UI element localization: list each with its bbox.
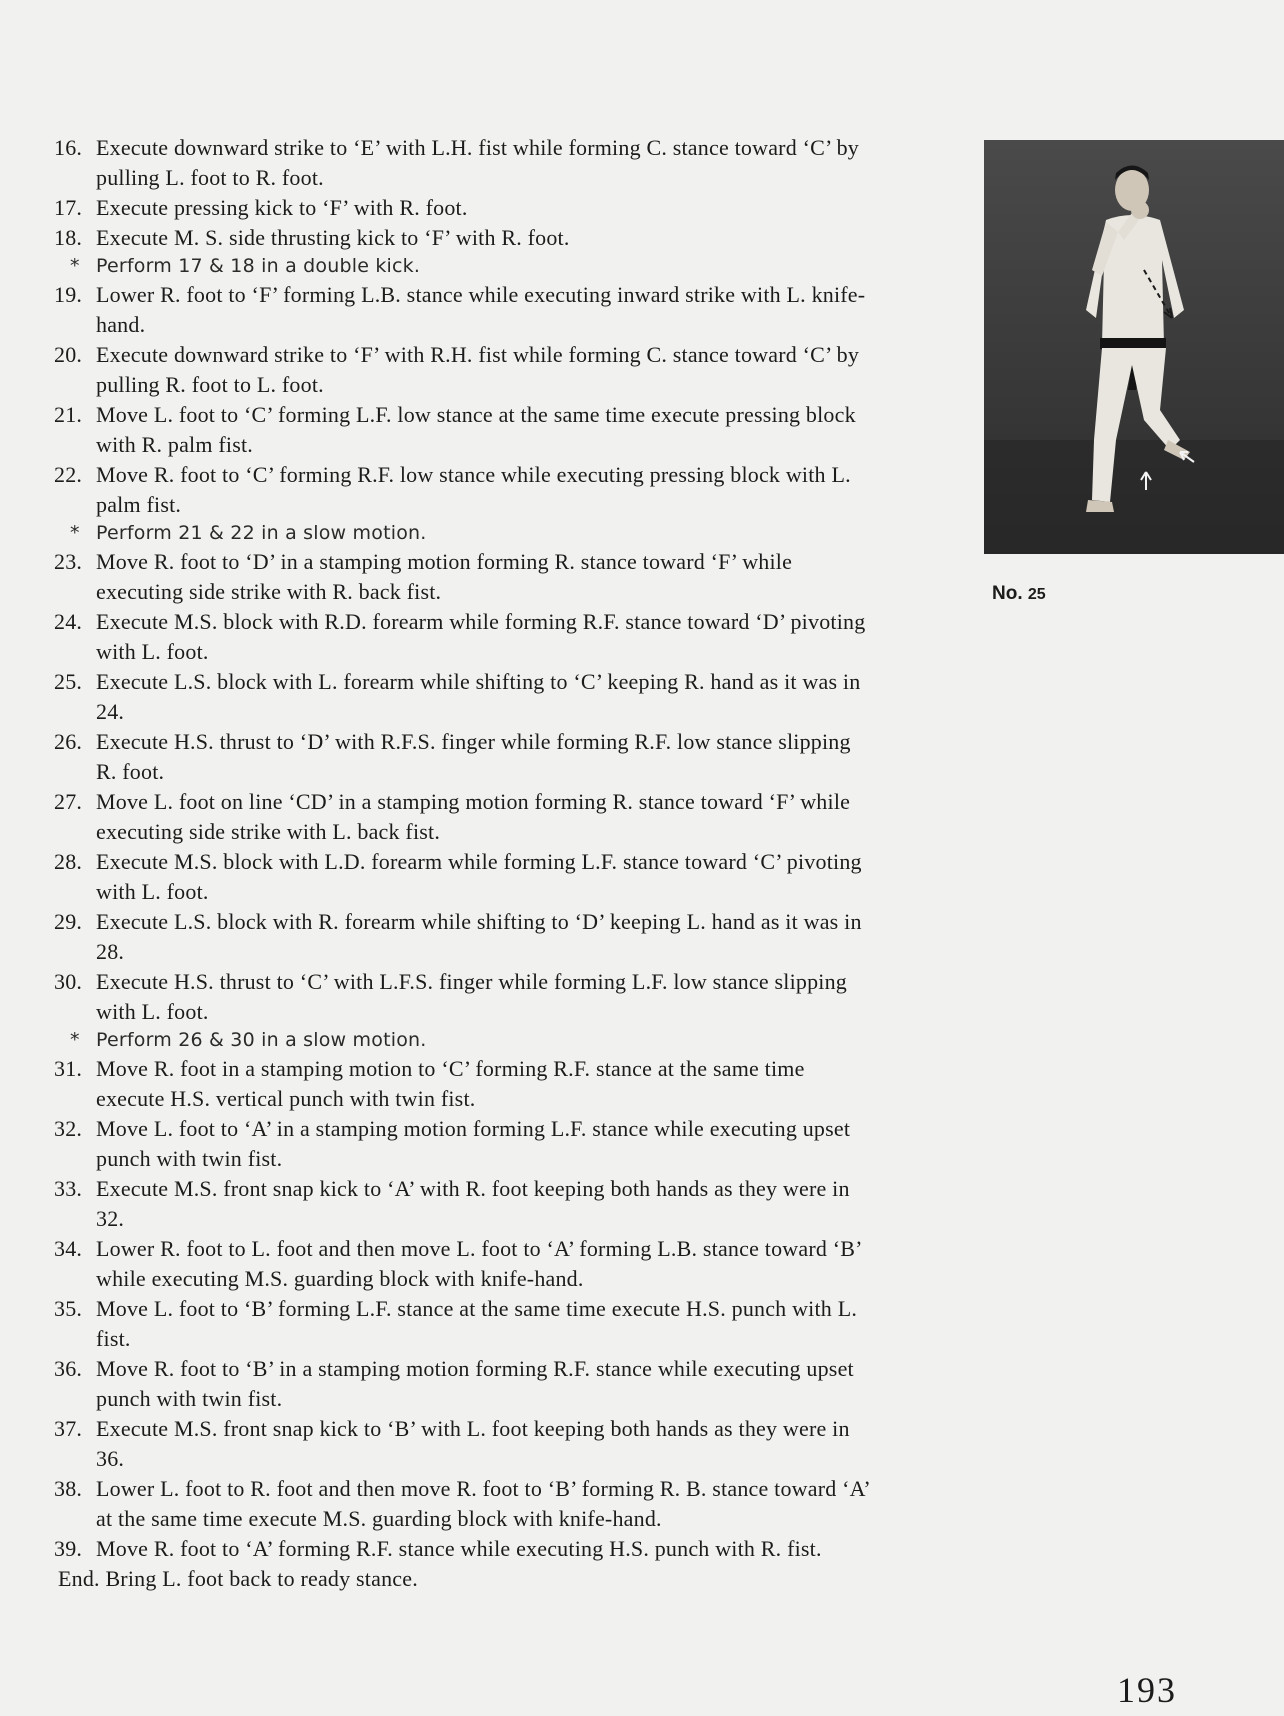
- step-text: Move R. foot to ‘D’ in a stamping motion forming R. stance toward ‘F’ while executing side strike with R. back fist.: [96, 549, 793, 604]
- step-text: Move R. foot to ‘B’ in a stamping motion forming R.F. stance while executing upset punch with twin fist.: [96, 1356, 854, 1411]
- step-item: [54, 1174, 874, 1234]
- asterisk-icon: *: [70, 1029, 80, 1051]
- step-number: 39.: [54, 1536, 83, 1561]
- step-number: 34.: [54, 1236, 83, 1261]
- step-number: 38.: [54, 1476, 83, 1501]
- step-text: Execute M.S. block with L.D. forearm while forming L.F. stance toward ‘C’ pivoting with L. foot.: [96, 849, 862, 904]
- step-item: [54, 967, 874, 1027]
- page-number: 193: [1117, 1670, 1177, 1710]
- step-number: 16.: [54, 135, 83, 160]
- step-text: Lower L. foot to R. foot and then move R. foot to ‘B’ forming R. B. stance toward ‘A’ at the same time execute M.S. guarding block with knife-hand.: [96, 1476, 870, 1531]
- step-item: [54, 223, 874, 253]
- step-text: Execute L.S. block with R. forearm while shifting to ‘D’ keeping L. hand as it was in 28.: [96, 909, 862, 964]
- step-item: [54, 667, 874, 727]
- step-item: [54, 1474, 874, 1534]
- step-number: 31.: [54, 1056, 83, 1081]
- step-text: Move R. foot to ‘A’ forming R.F. stance while executing H.S. punch with R. fist.: [96, 1536, 822, 1561]
- figure-caption-number: 25: [1027, 586, 1046, 603]
- step-text: Execute pressing kick to ‘F’ with R. foot.: [96, 195, 468, 220]
- instruction-list: [54, 133, 874, 1594]
- step-item: [54, 1234, 874, 1294]
- step-text: Execute H.S. thrust to ‘D’ with R.F.S. finger while forming R.F. low stance slipping R. foot.: [96, 729, 851, 784]
- step-number: 26.: [54, 729, 83, 754]
- step-item: [54, 1354, 874, 1414]
- step-item: [54, 607, 874, 667]
- step-text: Execute L.S. block with L. forearm while shifting to ‘C’ keeping R. hand as it was in 24.: [96, 669, 861, 724]
- step-item: [54, 907, 874, 967]
- step-number: 19.: [54, 282, 83, 307]
- step-text: Execute downward strike to ‘E’ with L.H. fist while forming C. stance toward ‘C’ by pulling L. foot to R. foot.: [96, 135, 859, 190]
- step-text: Move L. foot to ‘B’ forming L.F. stance at the same time execute H.S. punch with L. fist.: [96, 1296, 858, 1351]
- figure-caption-prefix: No.: [992, 583, 1023, 604]
- note-text: Perform 17 & 18 in a double kick.: [96, 255, 421, 277]
- step-item: [54, 727, 874, 787]
- step-item: [54, 280, 874, 340]
- step-text: Lower R. foot to ‘F’ forming L.B. stance while executing inward strike with L. knife-hand.: [96, 282, 866, 337]
- step-text: Lower R. foot to L. foot and then move L. foot to ‘A’ forming L.B. stance toward ‘B’ while executing M.S. guarding block with knife-hand.: [96, 1236, 862, 1291]
- step-item: [54, 400, 874, 460]
- step-number: 24.: [54, 609, 83, 634]
- step-number: 35.: [54, 1296, 83, 1321]
- step-number: 36.: [54, 1356, 83, 1381]
- performance-note: [54, 520, 874, 547]
- end-instruction: End. Bring L. foot back to ready stance.: [58, 1566, 418, 1591]
- step-text: Execute downward strike to ‘F’ with R.H. fist while forming C. stance toward ‘C’ by pulling R. foot to L. foot.: [96, 342, 860, 397]
- asterisk-icon: *: [70, 522, 80, 544]
- step-text: Execute H.S. thrust to ‘C’ with L.F.S. finger while forming L.F. low stance slipping with L. foot.: [96, 969, 848, 1024]
- step-text: Execute M. S. side thrusting kick to ‘F’ with R. foot.: [96, 225, 570, 250]
- note-text: Perform 21 & 22 in a slow motion.: [96, 522, 427, 544]
- step-number: 25.: [54, 669, 83, 694]
- step-number: 29.: [54, 909, 83, 934]
- step-number: 20.: [54, 342, 83, 367]
- step-number: 23.: [54, 549, 83, 574]
- performance-note: [54, 253, 874, 280]
- figure-caption: [992, 583, 1046, 605]
- step-number: 37.: [54, 1416, 83, 1441]
- step-item: [54, 847, 874, 907]
- step-text: Move L. foot on line ‘CD’ in a stamping motion forming R. stance toward ‘F’ while executing side strike with L. back fist.: [96, 789, 851, 844]
- step-text: Move L. foot to ‘C’ forming L.F. low stance at the same time execute pressing block with R. palm fist.: [96, 402, 856, 457]
- step-item: [54, 787, 874, 847]
- step-item: [54, 1054, 874, 1114]
- step-number: 18.: [54, 225, 83, 250]
- step-text: Move R. foot in a stamping motion to ‘C’ forming R.F. stance at the same time execute H.S. vertical punch with twin fist.: [96, 1056, 805, 1111]
- step-number: 22.: [54, 462, 83, 487]
- step-item: [54, 193, 874, 223]
- step-number: 17.: [54, 195, 83, 220]
- performance-note: [54, 1027, 874, 1054]
- step-item: [54, 1534, 874, 1564]
- step-number: 33.: [54, 1176, 83, 1201]
- step-item: [54, 340, 874, 400]
- step-number: 32.: [54, 1116, 83, 1141]
- step-item: [54, 133, 874, 193]
- step-text: Move L. foot to ‘A’ in a stamping motion forming L.F. stance while executing upset punch with twin fist.: [96, 1116, 851, 1171]
- asterisk-icon: *: [70, 255, 80, 277]
- step-text: Execute M.S. front snap kick to ‘B’ with L. foot keeping both hands as they were in 36.: [96, 1416, 850, 1471]
- step-number: 27.: [54, 789, 83, 814]
- step-item: [54, 547, 874, 607]
- step-text: Move R. foot to ‘C’ forming R.F. low stance while executing pressing block with L. palm fist.: [96, 462, 851, 517]
- note-text: Perform 26 & 30 in a slow motion.: [96, 1029, 427, 1051]
- step-text: Execute M.S. block with R.D. forearm while forming R.F. stance toward ‘D’ pivoting with L. foot.: [96, 609, 866, 664]
- step-number: 28.: [54, 849, 83, 874]
- step-item: [54, 1114, 874, 1174]
- step-item: [54, 1414, 874, 1474]
- step-item: [54, 1294, 874, 1354]
- step-number: 21.: [54, 402, 83, 427]
- step-text: Execute M.S. front snap kick to ‘A’ with R. foot keeping both hands as they were in 32.: [96, 1176, 850, 1231]
- figure-photo: [984, 140, 1284, 554]
- step-item: [54, 460, 874, 520]
- karate-pose-illustration: [984, 140, 1284, 554]
- step-number: 30.: [54, 969, 83, 994]
